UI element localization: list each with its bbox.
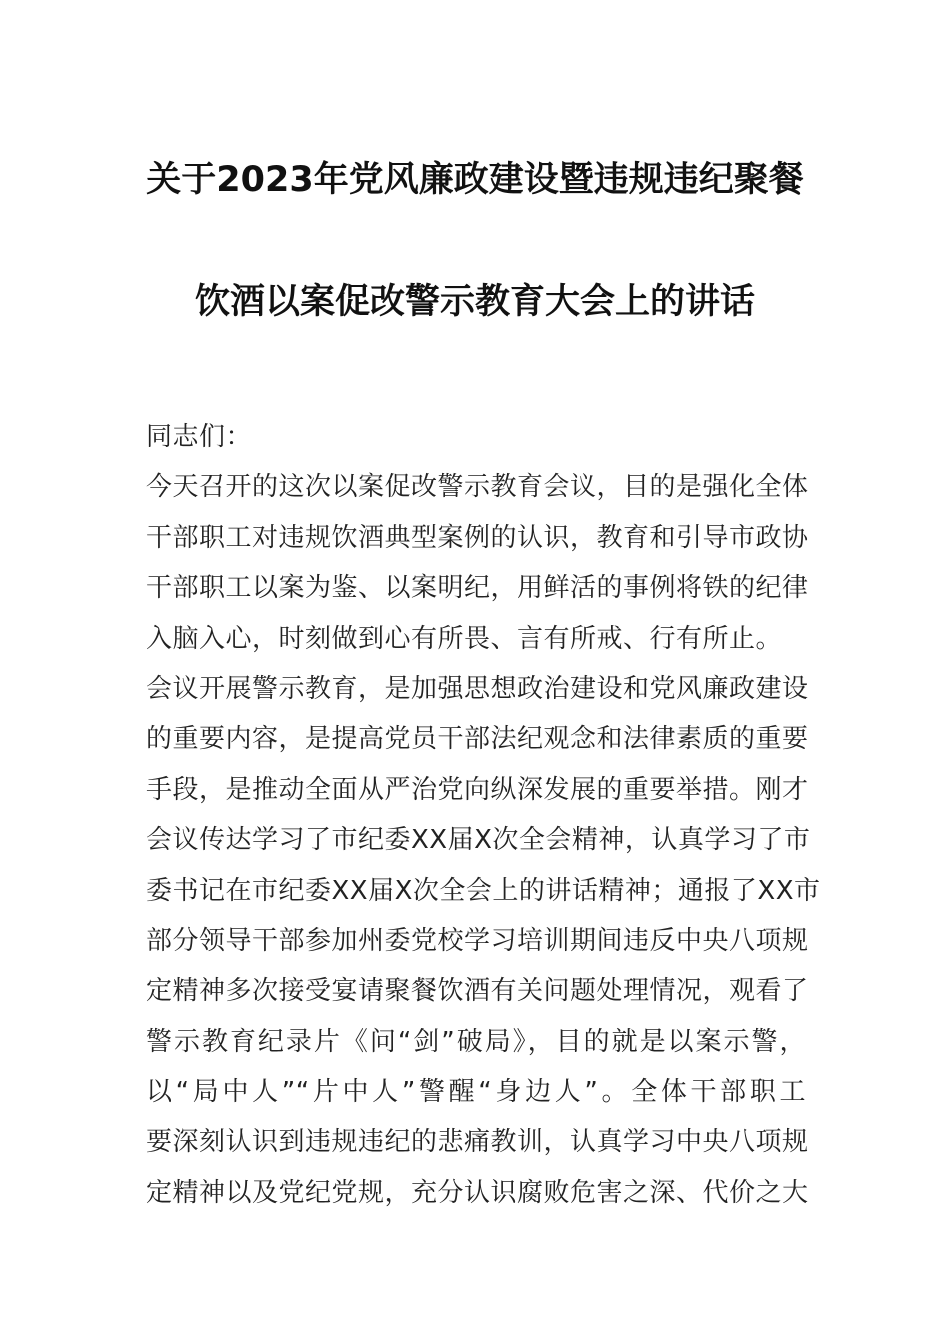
body-line: 部分领导干部参加州委党校学习培训期间违反中央八项规 bbox=[146, 925, 809, 956]
body-line: 会议传达学习了市纪委XX届X次全会精神，认真学习了市 bbox=[146, 825, 811, 856]
document-title-line-2: 饮酒以案促改警示教育大会上的讲话 bbox=[194, 282, 755, 322]
body-line: 定精神以及党纪党规，充分认识腐败危害之深、代价之大 bbox=[146, 1177, 809, 1208]
document-body bbox=[146, 412, 821, 1218]
salutation: 同志们： bbox=[146, 422, 253, 452]
body-line: 干部职工对违规饮酒典型案例的认识，教育和引导市政协 bbox=[146, 522, 809, 553]
body-line: 委书记在市纪委XX届X次全会上的讲话精神；通报了XX市 bbox=[146, 875, 821, 906]
body-line: 干部职工以案为鉴、以案明纪，用鲜活的事例将铁的纪律 bbox=[146, 573, 809, 604]
document-title-line-1: 关于2023年党风廉政建设暨违规违纪聚餐 bbox=[146, 160, 804, 200]
body-line: 警示教育纪录片《问“剑”破局》，目的就是以案示警， bbox=[146, 1026, 806, 1057]
body-line: 手段，是推动全面从严治党向纵深发展的重要举措。刚才 bbox=[146, 774, 809, 805]
body-line: 会议开展警示教育，是加强思想政治建设和党风廉政建设 bbox=[146, 673, 809, 704]
body-line: 要深刻认识到违规违纪的悲痛教训，认真学习中央八项规 bbox=[146, 1127, 809, 1158]
body-line: 入脑入心，时刻做到心有所畏、言有所戒、行有所止。 bbox=[146, 623, 783, 654]
body-line: 的重要内容，是提高党员干部法纪观念和法律素质的重要 bbox=[146, 724, 809, 755]
body-line: 以“局中人”“片中人”警醒“身边人”。全体干部职工 bbox=[146, 1077, 806, 1108]
body-line: 定精神多次接受宴请聚餐饮酒有关问题处理情况，观看了 bbox=[146, 976, 809, 1007]
body-line: 今天召开的这次以案促改警示教育会议，目的是强化全体 bbox=[146, 472, 809, 503]
